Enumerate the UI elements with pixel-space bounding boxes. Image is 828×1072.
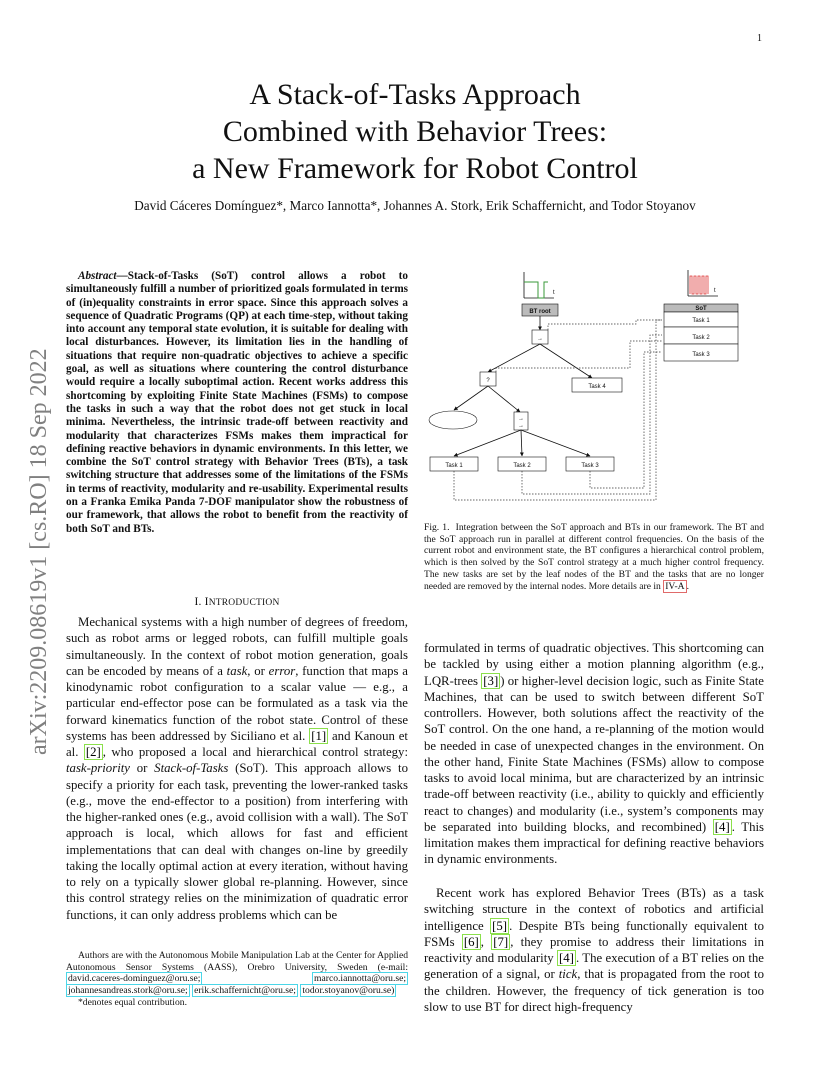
email-link[interactable]: marco.iannotta@oru.se; (314, 973, 406, 985)
footnote-affiliation: Authors are with the Autonomous Mobile Manipulation Lab at the Center for Applied Autonomous Sensor Systems (AASS), Orebro University, Sweden (e-mail: (66, 950, 408, 973)
sot-label: SoT (695, 306, 707, 312)
body-text: , (480, 934, 492, 949)
email-link[interactable]: johannesandreas.stork@oru.se; (68, 985, 188, 997)
body-text: Recent work has explored Behavior Trees (BTs) as a task switching structure in the context of robotics and artificial intelligence (424, 886, 764, 933)
intro-right-paragraph-2 (424, 885, 764, 1015)
caption-lead: Fig. 1. (424, 522, 450, 533)
bt-signal-icon (524, 272, 555, 298)
body-text: . The execution of a BT relies on the generation of a signal, or (424, 951, 764, 982)
intro-right-paragraph-1 (424, 640, 764, 868)
task-connections (454, 320, 662, 500)
intro-left-paragraph (66, 614, 408, 923)
author-footnote (66, 950, 408, 1009)
citation-link[interactable]: [2] (85, 745, 101, 759)
title-line-2: Combined with Behavior Trees: (222, 115, 608, 148)
sequence-symbol: → (537, 336, 543, 342)
citation-link[interactable]: [3] (483, 673, 499, 688)
abstract-text: —Stack-of-Tasks (SoT) control allows a robot to simultaneously fulfill a number of prioritized goals formulated in terms of (in)equality constraints in error space. Since this approach solves a sequence of Quadratic Programs (QP) at each time-step, without taking into account any temporal state evolution, it is suitable for dealing with local disturbances. However, its limitation lies in the handling of situations that require non-quadratic objectives to achieve a specific goal, as well as situations where countering the control disturbance would require a locally suboptimal action. Recent works address this shortcoming by exploiting Finite State Machines (FSMs) to compose the tasks in such a way that the robot does not get stuck in local minima. Nevertheless, the intrinsic trade-off between reactivity and modularity that characterizes FSMs makes them impractical for defining reactive behaviors in dynamic environments. In this letter, we combine the SoT control strategy with Behavior Trees (BTs), a task switching structure that addresses some of the limitations of the FSMs in terms of reactivity, modularity and re-usability. Experimental results on a Franka Emika Panda 7-DOF manipulator show the robustness of our framework, that allows the robot to benefit from the reactivity of both SoT and BTs. (66, 270, 408, 535)
time-axis-label: t (714, 288, 716, 294)
body-text: ) or higher-level decision logic, such as Finite State Machines, that can be used to switch between different SoT controllers. However, both solutions affect the reactivity of the SoT control. On the one hand, a re-planning of the motion would be needed in case of unexpected changes in the environment. On the other hand, Finite State Machines (FSMs) allow to compose tasks to avoid local minima, but are characterized by an intrinsic trade-off between reactivity (i.e., ability to quickly and efficiently react to changes) and modularity (i.e., system’s components may be separated into building blocks, and recombined) (424, 673, 764, 834)
citation-link[interactable]: [5] (492, 918, 508, 933)
emphasis-text: task-priority (66, 761, 130, 776)
sot-task-label: Task 2 (692, 335, 710, 341)
sequence-symbol: → (518, 416, 524, 422)
body-text: , they promise to address their limitations in reactivity and modularity (424, 934, 764, 965)
abstract (66, 270, 408, 536)
bt-task4-label: Task 4 (588, 384, 606, 390)
body-text: . Despite BTs being functionally equivalent to FSMs (424, 918, 764, 949)
figure-caption: Fig. 1. Integration between the SoT approach and BTs in our framework. The BT and the SoT approach run in parallel at different control frequencies. On the basis of the current robot and environment state, the BT configures a hierarchical control problem, which is then solved by the SoT control strategy at a much higher control frequency. The new tasks are set by the leaf nodes of the BT and the tasks that are no longer needed are removed by the internal nodes. More details are in IV-A . (424, 522, 764, 592)
body-text: , that is propagated from the root to the children. However, the frequency of tick generation is too slow to use BT for direct high-frequency (424, 967, 764, 1014)
figure-1 (424, 268, 764, 508)
section-number: I. I (194, 596, 209, 608)
emphasis-text: tick (558, 967, 578, 982)
sequence-symbol: → (518, 423, 524, 429)
email-link[interactable]: todor.stoyanov@oru.se) (302, 985, 395, 997)
emphasis-text: Stack-of-Tasks (154, 761, 229, 776)
bt-task-label: Task 2 (513, 463, 531, 469)
title-line-1: A Stack-of-Tasks Approach (249, 78, 581, 111)
bt-root-label: BT root (529, 309, 551, 315)
author-list: David Cáceres Domínguez*, Marco Iannotta*, Johannes A. Stork, Erik Schaffernicht, and Todor Stoyanov (134, 198, 696, 213)
sot-task-label: Task 1 (692, 318, 710, 324)
section-ref-link[interactable]: IV-A (665, 580, 685, 592)
bt-task-label: Task 3 (581, 463, 599, 469)
framework-diagram (424, 268, 764, 508)
email-link[interactable]: erik.schaffernicht@oru.se; (194, 985, 296, 997)
body-text: . This limitation makes them impractical for defining reactive behaviors in dynamic environments. (424, 819, 765, 867)
paper-title (110, 76, 720, 187)
citation-link[interactable]: [7] (493, 934, 509, 949)
arxiv-id: arXiv:2209.08619v1 [cs.RO] 18 Sep 2022 (26, 348, 52, 755)
time-axis-label: t (553, 290, 555, 296)
body-text: , function that maps a kinodynamic robot configuration to a scalar value — e.g., a particular end-effector pose can be formulated as a task via the forward kinematics function of the robot state. Control of these systems has been addressed by Siciliano et al. (66, 663, 408, 743)
body-text: and Kanoun et al. (66, 728, 408, 759)
body-text: , or (247, 663, 269, 678)
condition-node (429, 411, 477, 429)
title-line-3: a New Framework for Robot Control (192, 152, 638, 185)
arxiv-stamp (10, 285, 60, 755)
emphasis-text: error (268, 663, 296, 678)
section-title: NTRODUCTION (208, 598, 280, 608)
sot-task-label: Task 3 (692, 352, 710, 358)
body-text: or (129, 761, 155, 776)
page-number: 1 (757, 33, 762, 44)
citation-link[interactable]: [4] (714, 819, 730, 834)
section-heading-introduction (66, 596, 408, 608)
emphasis-text: task (226, 663, 248, 678)
sot-signal-icon (688, 270, 718, 296)
email-link[interactable]: david.caceres-dominguez@oru.se; (68, 973, 201, 985)
caption-text: Integration between the SoT approach and BTs in our framework. The BT and the SoT approach run in parallel at different control frequencies. On the basis of the current robot and environment state, the BT configures a hierarchical control problem, which is then solved by the SoT control strategy at a much higher control frequency. The new tasks are set by the leaf nodes of the BT and the tasks that are no longer needed are removed by the internal nodes. More details are in (424, 522, 764, 592)
citation-link[interactable]: [4] (559, 951, 574, 965)
body-text: Mechanical systems with a high number of degrees of freedom, such as robot arms or legged robots, can fulfill multiple goals simultaneously. In the context of robot motion generation, goals can be encoded by means of a (66, 615, 408, 678)
body-text: (SoT). This approach allows to specify a priority for each task, preventing the lower-ranked tasks (e.g., move the end-effector to a position) from interfering with the higher-ranked ones (e.g., avoid collision with a wall). The SoT approach is local, which allows for fast and efficient implementations that can deal with changes on-line by greedily taking the locally optimal action at every iteration, without having to rely on a typically slower global re-planning. However, since this control strategy relies on the minimization of quadratic error functions, it can only address problems which can be (66, 761, 408, 922)
body-text: formulated in terms of quadratic objectives. This shortcoming can be tackled by using either a motion planning algorithm (e.g., LQR-trees (424, 641, 764, 688)
fallback-symbol: ? (486, 378, 490, 384)
body-text: , who proposed a local and hierarchical control strategy: (102, 745, 408, 759)
citation-link[interactable]: [6] (463, 934, 479, 949)
abstract-lead: Abstract (78, 270, 117, 282)
equal-contribution-note: *denotes equal contribution. (78, 996, 187, 1008)
bt-task-label: Task 1 (445, 463, 463, 469)
citation-link[interactable]: [1] (311, 728, 327, 743)
